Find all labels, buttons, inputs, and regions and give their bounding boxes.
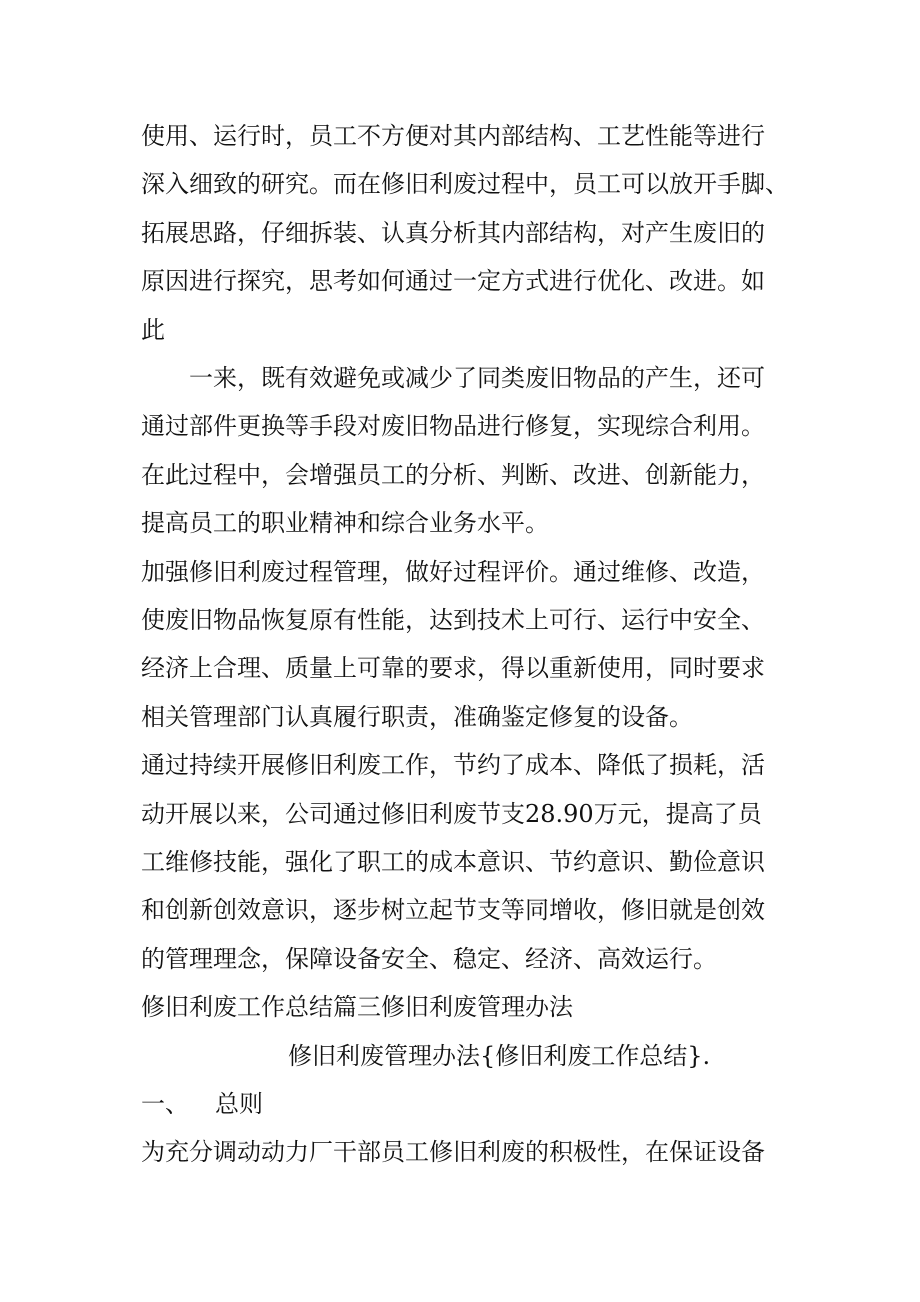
paragraph-line: 此 (141, 316, 165, 344)
paragraph-line: 和创新创效意识，逐步树立起节支等同增收，修旧就是创效 (141, 896, 765, 924)
paragraph-line: 的管理理念，保障设备安全、稳定、经济、高效运行。 (141, 945, 717, 973)
section-heading: 修旧利废工作总结篇三修旧利废管理办法 (141, 993, 573, 1021)
section-number: 一、 (141, 1090, 189, 1118)
paragraph-line: 经济上合理、质量上可靠的要求，得以重新使用，同时要求 (141, 654, 765, 682)
paragraph-line: 通过持续开展修旧利废工作，节约了成本、降低了损耗，活 (141, 751, 765, 779)
paragraph-line: 拓展思路，仔细拆装、认真分析其内部结构，对产生废旧的 (141, 219, 765, 247)
paragraph-line: 一来，既有效避免或减少了同类废旧物品的产生，还可 (189, 364, 765, 392)
paragraph-line: 动开展以来，公司通过修旧利废节支28.90万元，提高了员 (141, 800, 762, 828)
document-title: 修旧利废管理办法{修旧利废工作总结}. (288, 1042, 711, 1070)
paragraph-line: 在此过程中，会增强员工的分析、判断、改进、创新能力， (141, 461, 765, 489)
paragraph-line: 使废旧物品恢复原有性能，达到技术上可行、运行中安全、 (141, 606, 765, 634)
paragraph-line: 提高员工的职业精神和综合业务水平。 (141, 509, 549, 537)
section-header (141, 1092, 801, 1116)
paragraph-line: 加强修旧利废过程管理，做好过程评价。通过维修、改造， (141, 558, 765, 586)
section-title: 总则 (215, 1090, 263, 1118)
paragraph-line: 为充分调动动力厂干部员工修旧利废的积极性，在保证设备 (141, 1138, 765, 1166)
paragraph-line: 使用、运行时，员工不方便对其内部结构、工艺性能等进行 (141, 122, 765, 150)
paragraph-line: 通过部件更换等手段对废旧物品进行修复，实现综合利用。 (141, 412, 765, 440)
paragraph-line: 深入细致的研究。而在修旧利废过程中，员工可以放开手脚、 (141, 170, 789, 198)
paragraph-line: 原因进行探究，思考如何通过一定方式进行优化、改进。如 (141, 267, 765, 295)
paragraph-line: 工维修技能，强化了职工的成本意识、节约意识、勤俭意识 (141, 848, 765, 876)
paragraph-line: 相关管理部门认真履行职责，准确鉴定修复的设备。 (141, 703, 693, 731)
